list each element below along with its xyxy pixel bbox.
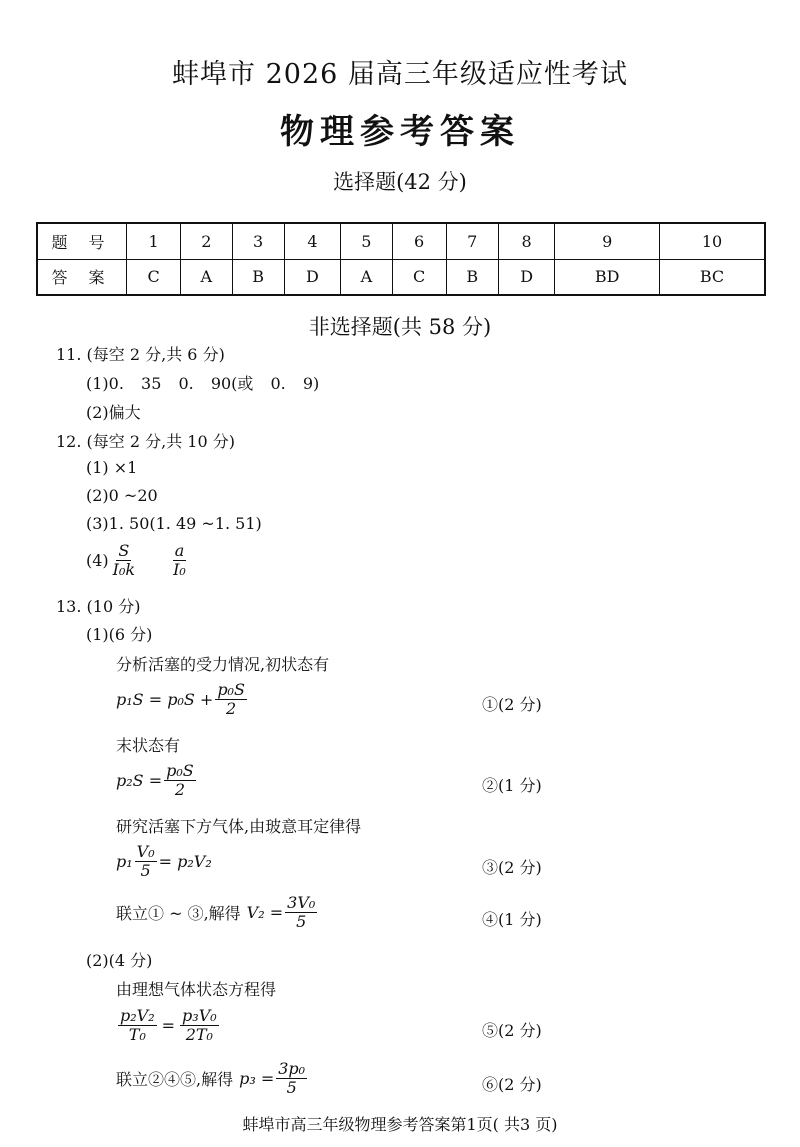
fraction-denominator: 5 xyxy=(140,861,151,881)
table-cell-answer: A xyxy=(181,259,232,295)
q11-heading: 11. (每空 2 分,共 6 分) xyxy=(56,345,225,364)
table-cell-number: 10 xyxy=(659,223,765,259)
fraction-numerator: p₃V₀ xyxy=(182,1006,217,1025)
table-cell-number: 1 xyxy=(127,223,181,259)
question-number-row xyxy=(37,223,765,259)
equation-1 xyxy=(116,681,249,719)
table-cell-number: 8 xyxy=(498,223,555,259)
q13-text-boyle-law: 研究活塞下方气体,由玻意耳定律得 xyxy=(116,817,362,836)
fraction-s-over-i0k xyxy=(111,542,137,580)
exam-title: 蚌埠市 2026 届高三年级适应性考试 xyxy=(172,59,628,90)
table-cell-number: 9 xyxy=(555,223,660,259)
fraction-denominator: 2 xyxy=(226,699,237,719)
page-footer: 蚌埠市高三年级物理参考答案第1页( 共3 页) xyxy=(242,1115,558,1134)
answer-row xyxy=(37,259,765,295)
fraction xyxy=(135,843,157,881)
table-cell-number: 4 xyxy=(284,223,341,259)
score-mark-5: ⑤(2 分) xyxy=(482,1021,542,1040)
fraction-denominator: 5 xyxy=(286,1078,297,1098)
table-cell-answer: C xyxy=(392,259,446,295)
fraction-numerator: p₀S xyxy=(166,761,194,780)
q12-part1: (1) ×1 xyxy=(86,458,138,477)
fraction-denominator: T₀ xyxy=(128,1025,146,1045)
fraction-numerator: a xyxy=(174,541,185,560)
score-mark-2: ②(1 分) xyxy=(482,776,542,795)
fraction-numerator: p₀S xyxy=(217,680,245,699)
equation-4 xyxy=(116,894,319,932)
fraction-denominator: I₀ xyxy=(173,560,186,580)
fraction-numerator: S xyxy=(118,541,130,560)
equation-3 xyxy=(116,843,212,881)
fraction xyxy=(180,1007,219,1045)
table-cell-answer: A xyxy=(341,259,392,295)
table-cell-answer: BD xyxy=(555,259,660,295)
fraction-numerator: 3V₀ xyxy=(287,893,316,912)
fraction-denominator: 2T₀ xyxy=(185,1025,213,1045)
table-cell-number: 6 xyxy=(392,223,446,259)
q12-part4 xyxy=(86,542,190,580)
q12-part4-label: (4) xyxy=(86,551,109,571)
q13-part2-heading: (2)(4 分) xyxy=(86,951,153,970)
q13-text-ideal-gas: 由理想气体状态方程得 xyxy=(116,980,277,999)
equation-left: p₁ xyxy=(116,852,133,872)
table-cell-answer: D xyxy=(498,259,555,295)
fraction-denominator: 2 xyxy=(174,780,186,800)
q11-part2: (2)偏大 xyxy=(86,403,141,422)
answer-table xyxy=(36,222,766,296)
table-cell-answer: B xyxy=(232,259,284,295)
fraction xyxy=(215,681,247,719)
q12-part2: (2)0 ~20 xyxy=(86,486,158,505)
non-multiple-choice-heading: 非选择题(共 58 分) xyxy=(308,315,492,339)
equation-left: p₃ = xyxy=(239,1069,275,1089)
fraction-numerator: 3p₀ xyxy=(278,1059,306,1078)
table-cell-number: 2 xyxy=(181,223,232,259)
equation-left: p₁S = p₀S + xyxy=(116,690,214,710)
equation-6 xyxy=(116,1060,309,1098)
fraction-denominator: 5 xyxy=(296,912,307,932)
q13-heading: 13. (10 分) xyxy=(56,597,141,616)
score-mark-1: ①(2 分) xyxy=(482,695,542,714)
table-cell-number: 7 xyxy=(446,223,498,259)
table-cell-number: 5 xyxy=(341,223,392,259)
fraction-a-over-i0 xyxy=(171,542,188,580)
fraction xyxy=(118,1007,157,1045)
equation-right: = p₂V₂ xyxy=(158,852,212,872)
fraction xyxy=(285,894,317,932)
q13-text-initial-state: 分析活塞的受力情况,初状态有 xyxy=(116,655,330,674)
table-cell-number: 3 xyxy=(232,223,284,259)
score-mark-6: ⑥(2 分) xyxy=(482,1075,542,1094)
equation-left: p₂S = xyxy=(116,771,163,791)
q12-heading: 12. (每空 2 分,共 10 分) xyxy=(56,432,235,451)
score-mark-4: ④(1 分) xyxy=(482,910,542,929)
equation-5: $\frac{\text{p₂V₂}}{\text{T₀}}$ = $\frac{\text{p₃V₀}}{\text{2T₀}}$ xyxy=(120,1006,217,1045)
table-cell-answer: D xyxy=(284,259,341,295)
table-cell-answer: C xyxy=(127,259,181,295)
equation-text: 联立① ~ ③,解得 xyxy=(116,904,241,924)
q13-part1-heading: (1)(6 分) xyxy=(86,625,153,644)
table-cell-answer: BC xyxy=(659,259,765,295)
q11-part1: (1)0. 35 0. 90(或 0. 9) xyxy=(86,374,320,393)
fraction-numerator: V₀ xyxy=(136,842,155,861)
fraction xyxy=(276,1060,307,1098)
table-cell-answer: B xyxy=(446,259,498,295)
equation-2 xyxy=(116,762,198,800)
q13-text-final-state: 末状态有 xyxy=(116,736,181,755)
fraction-numerator: p₂V₂ xyxy=(120,1006,155,1025)
equation-text: 联立②④⑤,解得 xyxy=(116,1070,234,1090)
row-label-number: 题 号 xyxy=(37,223,127,259)
score-mark-3: ③(2 分) xyxy=(482,858,542,877)
equation-left: V₂ = xyxy=(246,903,284,923)
fraction xyxy=(164,762,196,800)
row-label-answer: 答 案 xyxy=(37,259,127,295)
multiple-choice-heading: 选择题(42 分) xyxy=(333,170,467,194)
document-title: 物理参考答案 xyxy=(280,112,520,152)
q12-part3: (3)1. 50(1. 49 ~1. 51) xyxy=(86,514,262,533)
fraction-denominator: I₀k xyxy=(112,560,136,580)
